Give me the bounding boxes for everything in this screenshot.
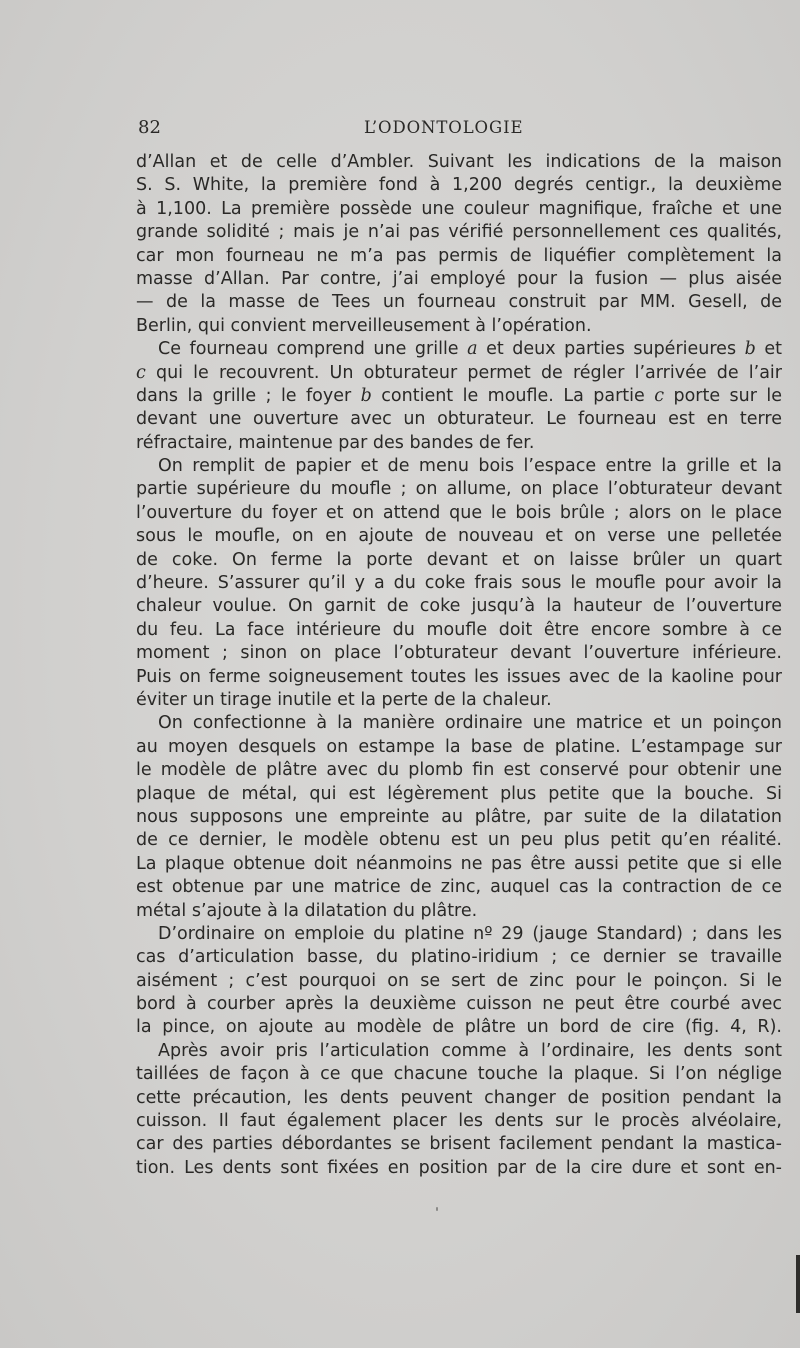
text-line: On confectionne à la manière ordinaire une matrice et un poinçon [158, 713, 782, 734]
text-line: est obtenue par une matrice de zinc, auquel cas la contraction de ce [136, 877, 782, 898]
text-line: l’ouverture du foyer et on attend que le bois brûle ; alors on le place [136, 502, 782, 523]
text-line: du feu. La face intérieure du moufle doit être encore sombre à ce [136, 619, 782, 640]
figure-letter: c [654, 385, 665, 406]
text-line: — de la masse de Tees un fourneau construit par MM. Gesell, de [136, 292, 782, 313]
text-line: partie supérieure du moufle ; on allume, on place l’obturateur devant [136, 479, 782, 500]
text-line: d’heure. S’assurer qu’il y a du coke frais sous le moufle pour avoir la [136, 573, 782, 594]
text-segment: contient le moufle. La partie [371, 385, 655, 406]
text-line: grande solidité ; mais je n’ai pas vérifié personnellement ces qualités, [136, 222, 782, 243]
text-line: de ce dernier, le modèle obtenu est un peu plus petit qu’en réalité. [136, 830, 782, 851]
text-line [136, 385, 782, 408]
text-line: plaque de métal, qui est légèrement plus petite que la bouche. Si [136, 783, 782, 804]
text-line [136, 338, 782, 361]
text-line: La plaque obtenue doit néanmoins ne pas être aussi petite que si elle [136, 853, 782, 874]
figure-letter: b [360, 385, 372, 406]
scan-edge-mark [796, 1255, 800, 1313]
text-line: cas d’articulation basse, du platino-iridium ; ce dernier se travaille [136, 947, 782, 968]
text-segment: dans la grille ; le foyer [136, 385, 361, 406]
text-line: Berlin, qui convient merveilleusement à l’opération. [136, 315, 592, 336]
text-line: éviter un tirage inutile et la perte de la chaleur. [136, 689, 552, 710]
text-segment: porte sur le [664, 385, 783, 406]
text-segment: qui le recouvrent. Un obturateur permet de régler l’arrivée de l’air [145, 362, 782, 383]
text-line: Après avoir pris l’articulation comme à l’ordinaire, les dents sont [158, 1040, 782, 1061]
text-line: car mon fourneau ne m’a pas permis de liquéfier complètement la [136, 245, 782, 266]
text-segment: et deux parties supérieures [477, 339, 745, 360]
text-line: car des parties débordantes se brisent facilement pendant la mastica- [136, 1134, 782, 1155]
page-number: 82 [138, 117, 161, 138]
text-line: le modèle de plâtre avec du plomb fin est conservé pour obtenir une [136, 760, 782, 781]
text-line: chaleur voulue. On garnit de coke jusqu’à la hauteur de l’ouverture [136, 596, 782, 617]
text-line: masse d’Allan. Par contre, j’ai employé pour la fusion — plus aisée [136, 268, 782, 289]
text-line: réfractaire, maintenue par des bandes de fer. [136, 432, 535, 453]
figure-letter: b [744, 339, 756, 360]
text-line: à 1,100. La première possède une couleur magnifique, fraîche et une [136, 198, 782, 219]
text-line: taillées de façon à ce que chacune touche la plaque. Si l’on néglige [136, 1064, 782, 1085]
text-line: au moyen desquels on estampe la base de platine. L’estampage sur [136, 736, 782, 757]
text-line: S. S. White, la première fond à 1,200 degrés centigr., la deuxième [136, 175, 782, 196]
running-title: L’ODONTOLOGIE [364, 118, 524, 137]
text-line: aisément ; c’est pourquoi on se sert de zinc pour le poinçon. Si le [136, 970, 782, 991]
text-segment: et [755, 339, 783, 360]
text-line: la pince, on ajoute au modèle de plâtre un bord de cire (fig. 4, R). [136, 1017, 782, 1038]
text-line: métal s’ajoute à la dilatation du plâtre. [136, 900, 478, 921]
text-line: tion. Les dents sont fixées en position par de la cire dure et sont en- [136, 1157, 782, 1178]
text-line: On remplit de papier et de menu bois l’espace entre la grille et la [158, 456, 782, 477]
text-segment: Ce fourneau comprend une grille [158, 339, 468, 360]
text-line: d’Allan et de celle d’Ambler. Suivant les indications de la maison [136, 152, 782, 172]
text-line: cuisson. Il faut également placer les dents sur le procès alvéolaire, [136, 1111, 782, 1132]
text-line: D’ordinaire on emploie du platine nº 29 (jauge Standard) ; dans les [158, 923, 782, 944]
figure-letter: a [467, 339, 478, 360]
text-line: cette précaution, les dents peuvent changer de position pendant la [136, 1087, 782, 1108]
text-line: nous supposons une empreinte au plâtre, par suite de la dilatation [136, 806, 782, 827]
text-line: bord à courber après la deuxième cuisson ne peut être courbé avec [136, 994, 782, 1015]
text-line: devant une ouverture avec un obturateur. Le fourneau est en terre [136, 409, 782, 430]
text-line: sous le moufle, on en ajoute de nouveau et on verse une pelletée [136, 526, 782, 547]
text-line: moment ; sinon on place l’obturateur devant l’ouverture inférieure. [136, 643, 782, 664]
text-line: Puis on ferme soigneusement toutes les issues avec de la kaoline pour [136, 666, 782, 687]
text-line [136, 362, 782, 385]
body-text [136, 151, 782, 1180]
text-line: de coke. On ferme la porte devant et on laisse brûler un quart [136, 549, 782, 570]
scan-speck [436, 1207, 438, 1211]
page-header [136, 117, 782, 147]
figure-letter: c [136, 362, 146, 383]
